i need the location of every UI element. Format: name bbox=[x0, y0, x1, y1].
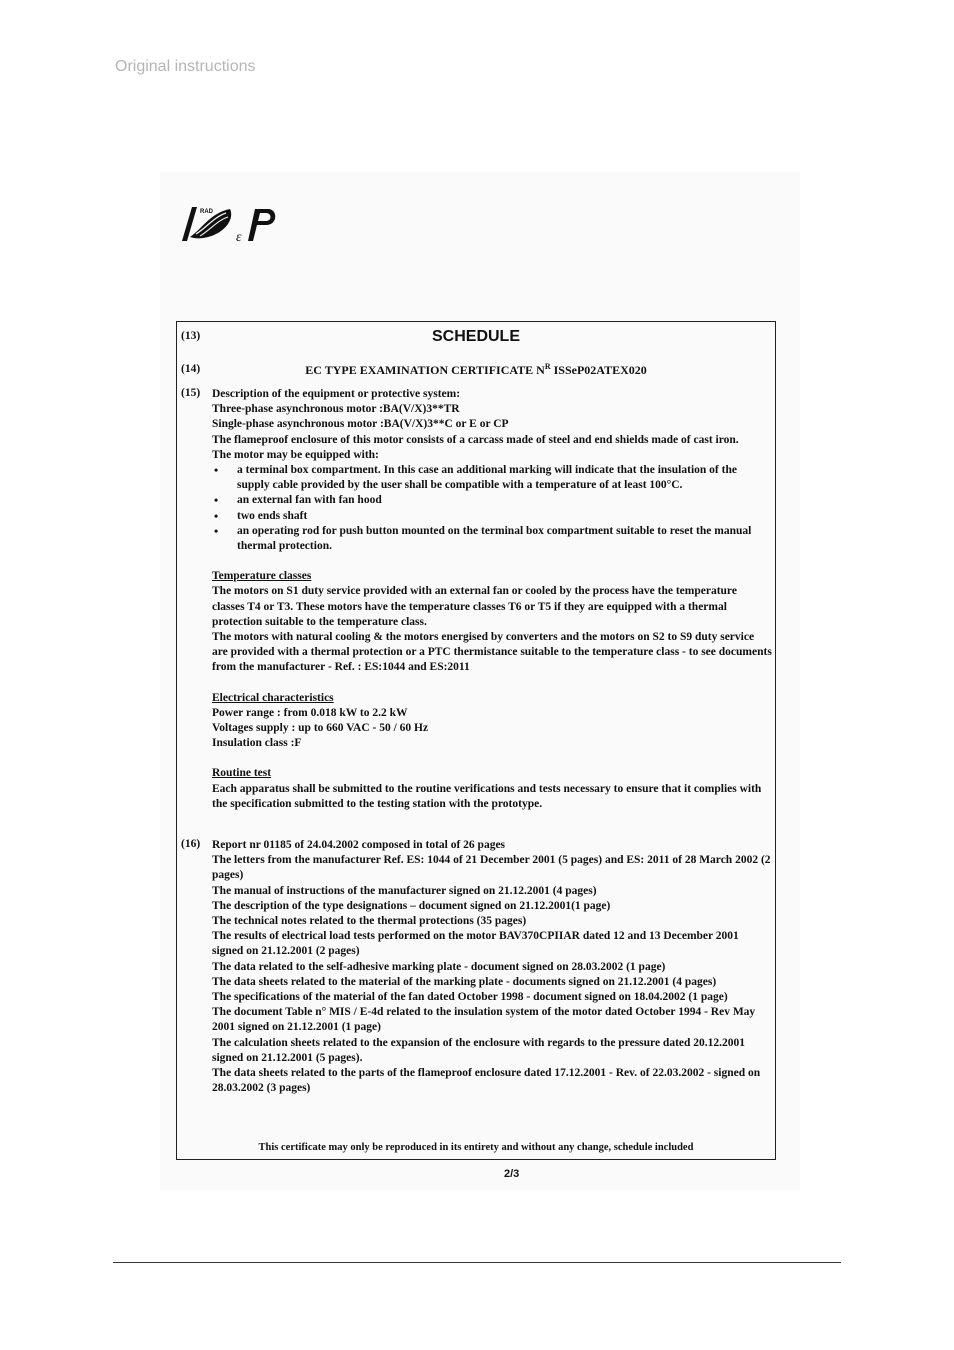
section-number-15: (15) bbox=[181, 387, 201, 399]
report-line: The manual of instructions of the manufacturer signed on 21.12.2001 (4 pages) bbox=[212, 884, 597, 897]
section-number-14: (14) bbox=[181, 363, 201, 375]
three-phase-motor-line: Three-phase asynchronous motor :BA(V/X)3**TR bbox=[212, 403, 460, 416]
equipment-option: • two ends shaft bbox=[212, 509, 772, 524]
certificate-title-prefix: EC TYPE EXAMINATION CERTIFICATE N bbox=[305, 363, 545, 377]
report-line: The data sheets related to the parts of the flameproof enclosure dated 17.12.2001 - Rev. of 22.03.2002 - signed on 28.03.2002 (3 pages) bbox=[212, 1067, 761, 1095]
report-line: The data related to the self-adhesive marking plate - document signed on 28.03.2002 (1 page) bbox=[212, 960, 666, 973]
certificate-title-sup: R bbox=[544, 362, 551, 371]
section-number-16: (16) bbox=[181, 838, 201, 850]
certificate-schedule-box bbox=[176, 321, 776, 1160]
temperature-paragraph: The motors with natural cooling & the motors energised by converters and the motors on S2 to S9 duty service are provided with a thermal protection or a PTC thermistance suitable to the temperature class - to see documents from the manufacturer - Ref. : ES:1044 and ES:2011 bbox=[212, 631, 772, 674]
temperature-classes-heading: Temperature classes bbox=[212, 570, 312, 583]
equipment-intro: The motor may be equipped with: bbox=[212, 448, 379, 461]
equipment-option: • an operating rod for push button mounted on the terminal box compartment suitable to reset the manual thermal protection. bbox=[212, 524, 772, 554]
report-line: Report nr 01185 of 24.04.2002 composed in total of 26 pages bbox=[212, 839, 506, 851]
report-line: The results of electrical load tests performed on the motor BAV370CPIIAR dated 12 and 13 December 2001 signed on 21.12.2001 (2 pages) bbox=[212, 930, 739, 958]
page-number: 2/3 bbox=[504, 1168, 520, 1180]
report-line: The description of the type designations – document signed on 21.12.2001(1 page) bbox=[212, 899, 611, 912]
report-line: The calculation sheets related to the expansion of the enclosure with regards to the pressure dated 20.12.2001 signed on 21.12.2001 (5 pages). bbox=[212, 1036, 746, 1064]
section-16-body bbox=[212, 838, 772, 1096]
routine-test-paragraph: Each apparatus shall be submitted to the routine verifications and tests necessary to ensure that it complies with the specification submitted to the testing station with the prototype. bbox=[212, 782, 762, 810]
issep-logo bbox=[180, 203, 290, 250]
section-number-13: (13) bbox=[181, 330, 201, 342]
equipment-options-list bbox=[212, 463, 772, 554]
insulation-class-line: Insulation class :F bbox=[212, 737, 302, 750]
enclosure-description: The flameproof enclosure of this motor consists of a carcass made of steel and end shields made of cast iron. bbox=[212, 433, 739, 446]
svg-text:RAD: RAD bbox=[200, 209, 213, 215]
equipment-option: • a terminal box compartment. In this case an additional marking will indicate that the insulation of the supply cable provided by the user shall be compatible with a temperature of at least 100°C. bbox=[212, 463, 772, 493]
schedule-title: SCHEDULE bbox=[431, 328, 520, 345]
report-line: The letters from the manufacturer Ref. ES: 1044 of 21 December 2001 (5 pages) and ES: 2011 of 28 March 2002 (2 pages) bbox=[212, 854, 771, 882]
bottom-divider bbox=[113, 1262, 841, 1263]
description-heading: Description of the equipment or protective system: bbox=[212, 388, 461, 400]
report-line: The specifications of the material of the fan dated October 1998 - document signed on 18.04.2002 (1 page) bbox=[212, 991, 728, 1004]
power-range-line: Power range : from 0.018 kW to 2.2 kW bbox=[212, 706, 408, 719]
electrical-characteristics-heading: Electrical characteristics bbox=[212, 691, 334, 704]
report-line: The technical notes related to the thermal protections (35 pages) bbox=[212, 915, 527, 928]
temperature-paragraph: The motors on S1 duty service provided with an external fan or cooled by the process have the temperature classes T4 or T3. These motors have the temperature classes T6 or T5 if they are equipped with a thermal protection suitable to the temperature class. bbox=[212, 585, 737, 628]
equipment-option: • an external fan with fan hood bbox=[212, 493, 772, 508]
svg-text:ε: ε bbox=[236, 230, 242, 245]
single-phase-motor-line: Single-phase asynchronous motor :BA(V/X)3**C or E or CP bbox=[212, 418, 509, 431]
reproduction-notice: This certificate may only be reproduced in its entirety and without any change, schedule included bbox=[258, 1142, 694, 1153]
issep-logo-icon bbox=[180, 203, 290, 245]
header-note: Original instructions bbox=[115, 58, 256, 75]
certificate-number: ISSeP02ATEX020 bbox=[550, 363, 647, 377]
voltage-supply-line: Voltages supply : up to 660 VAC - 50 / 60 Hz bbox=[212, 722, 429, 735]
report-line: The document Table n° MIS / E-4d related to the insulation system of the motor dated October 1994 - Rev May 2001 signed on 21.12.2001 (1 page) bbox=[212, 1006, 756, 1034]
certificate-title bbox=[177, 362, 775, 378]
routine-test-heading: Routine test bbox=[212, 767, 272, 780]
report-line: The data sheets related to the material of the marking plate - documents signed on 21.12.2001 (4 pages) bbox=[212, 975, 717, 988]
section-15-body bbox=[212, 387, 772, 812]
